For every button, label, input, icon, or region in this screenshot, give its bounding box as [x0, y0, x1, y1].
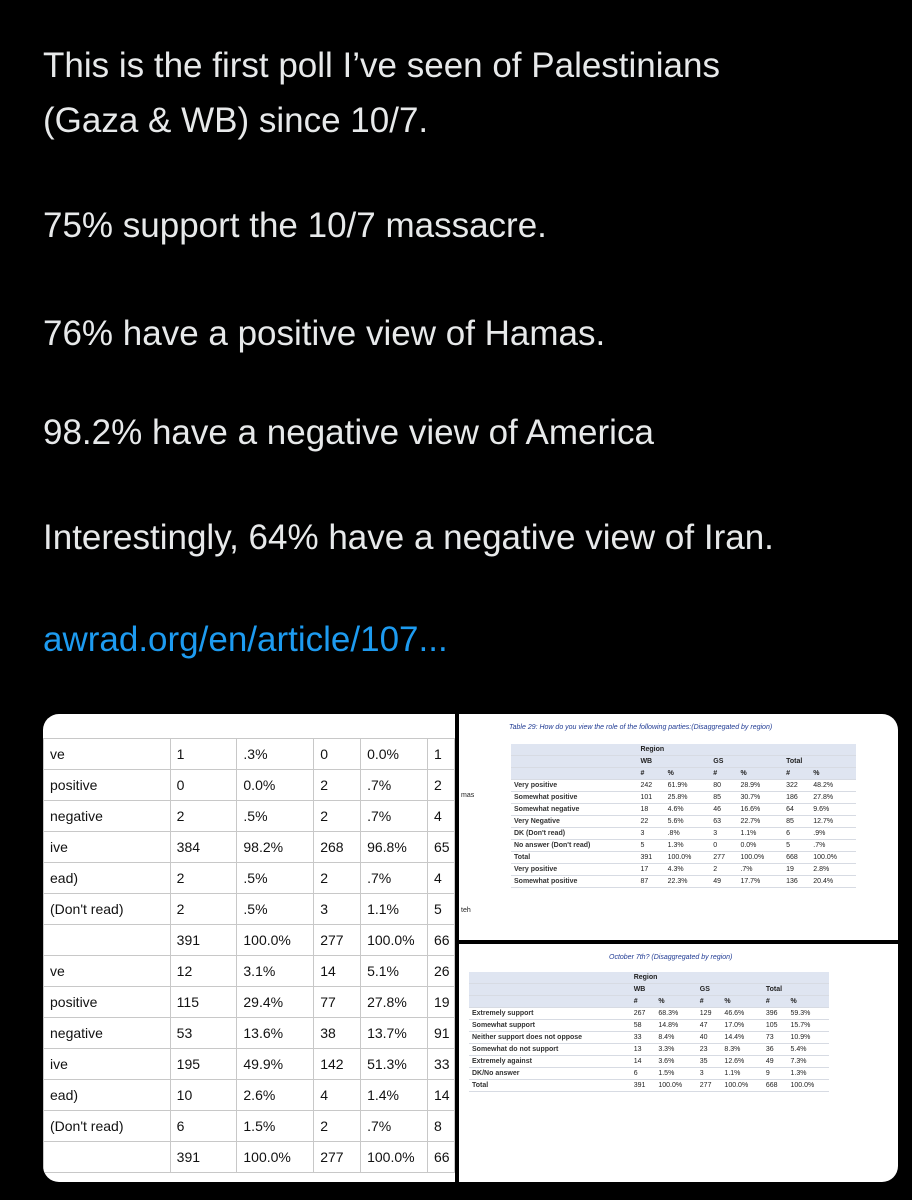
table-cell: 58 — [631, 1020, 656, 1032]
table-cell: 4 — [428, 801, 455, 832]
table-cell: 64 — [783, 804, 810, 816]
row-label: Extremely against — [469, 1056, 631, 1068]
table-cell: 396 — [763, 1008, 788, 1020]
table-cell: 80 — [710, 780, 737, 792]
table-cell: 100.0% — [788, 1080, 830, 1092]
table-cell: 2.6% — [237, 1080, 314, 1111]
table-row — [511, 780, 856, 792]
table-cell: 28.9% — [737, 780, 783, 792]
table-cell: 100.0% — [361, 1142, 428, 1173]
subhead-cell: % — [788, 996, 830, 1008]
table-cell: 3.1% — [237, 956, 314, 987]
table-cell: 1.1% — [361, 894, 428, 925]
table-cell: 49.9% — [237, 1049, 314, 1080]
table-cell: 242 — [637, 780, 664, 792]
table-caption: Table 29: How do you view the role of the following parties:(Disaggregated by region) — [509, 724, 773, 731]
table-row — [44, 956, 455, 987]
table-cell: 1 — [170, 739, 237, 770]
table-cell: 100.0% — [361, 925, 428, 956]
table-cell: 19 — [428, 987, 455, 1018]
row-label: Somewhat support — [469, 1020, 631, 1032]
table-row — [511, 864, 856, 876]
table-row — [469, 1044, 829, 1056]
table-row — [44, 1049, 455, 1080]
table-cell: 115 — [170, 987, 237, 1018]
table-cell: .9% — [810, 828, 856, 840]
table-cell: ive — [44, 832, 171, 863]
row-label: DK (Don't read) — [511, 828, 637, 840]
table-cell: 13.6% — [237, 1018, 314, 1049]
table-cell: 0 — [710, 840, 737, 852]
subhead-cell: % — [737, 768, 783, 780]
table-cell: 4 — [314, 1080, 361, 1111]
right-top-table — [511, 744, 856, 888]
table-cell: 6 — [783, 828, 810, 840]
group-header: WB — [637, 756, 710, 768]
subhead-cell: % — [810, 768, 856, 780]
group-header: Total — [763, 984, 829, 996]
table-row — [469, 1056, 829, 1068]
header-row — [469, 996, 829, 1008]
table-cell: 14 — [428, 1080, 455, 1111]
table-row — [469, 1008, 829, 1020]
table-cell: 5 — [428, 894, 455, 925]
table-cell: 23 — [697, 1044, 722, 1056]
table-cell: 30.7% — [737, 792, 783, 804]
table-row — [44, 1142, 455, 1173]
table-cell: 391 — [170, 925, 237, 956]
table-cell: 1.1% — [737, 828, 783, 840]
row-label: No answer (Don't read) — [511, 840, 637, 852]
table-cell: 267 — [631, 1008, 656, 1020]
table-cell: 33 — [428, 1049, 455, 1080]
table-cell: 35 — [697, 1056, 722, 1068]
table-cell: 1.3% — [665, 840, 711, 852]
media-grid — [43, 714, 898, 1182]
table-cell: 1.1% — [721, 1068, 762, 1080]
table-cell: .7% — [361, 863, 428, 894]
header-cell — [511, 756, 637, 768]
table-cell: 195 — [170, 1049, 237, 1080]
table-cell: ead) — [44, 1080, 171, 1111]
group-header: WB — [631, 984, 697, 996]
region-header: Region — [631, 972, 829, 984]
table-cell: 14 — [631, 1056, 656, 1068]
table-cell: 100.0% — [237, 1142, 314, 1173]
table-cell: 65 — [428, 832, 455, 863]
header-row — [511, 768, 856, 780]
table-cell: 18 — [637, 804, 664, 816]
table-cell: 3 — [710, 828, 737, 840]
table-cell: 2.8% — [810, 864, 856, 876]
table-cell: 129 — [697, 1008, 722, 1020]
table-cell: 8.3% — [721, 1044, 762, 1056]
table-row — [44, 925, 455, 956]
tweet-line: 98.2% have a negative view of America — [43, 413, 654, 452]
table-cell: 59.3% — [788, 1008, 830, 1020]
table-cell: 14.4% — [721, 1032, 762, 1044]
left-poll-table — [43, 738, 455, 1173]
row-label: Total — [511, 852, 637, 864]
table-cell: 0 — [170, 770, 237, 801]
table-cell: 2 — [170, 863, 237, 894]
table-row — [44, 1018, 455, 1049]
table-cell: 12.6% — [721, 1056, 762, 1068]
table-cell: ive — [44, 1049, 171, 1080]
table-cell: 5.1% — [361, 956, 428, 987]
table-cell: 2 — [428, 770, 455, 801]
table-cell: positive — [44, 987, 171, 1018]
table-cell: 17.7% — [737, 876, 783, 888]
table-caption: October 7th? (Disaggregated by region) — [609, 954, 733, 961]
table-cell: 15.7% — [788, 1020, 830, 1032]
table-cell: 22.7% — [737, 816, 783, 828]
table-cell: 668 — [763, 1080, 788, 1092]
table-cell: 22 — [637, 816, 664, 828]
group-header: GS — [697, 984, 763, 996]
poll-table-image-right-top[interactable] — [459, 714, 898, 940]
table-cell: 277 — [697, 1080, 722, 1092]
table-cell: 5 — [783, 840, 810, 852]
table-cell: 100.0% — [237, 925, 314, 956]
table-cell: 186 — [783, 792, 810, 804]
table-cell: 268 — [314, 832, 361, 863]
table-cell: 391 — [637, 852, 664, 864]
table-cell: 5.4% — [788, 1044, 830, 1056]
row-label: Very Negative — [511, 816, 637, 828]
table-cell: negative — [44, 1018, 171, 1049]
poll-table-image-right-bottom[interactable] — [459, 944, 898, 1182]
row-label: Extremely support — [469, 1008, 631, 1020]
group-header: Total — [783, 756, 856, 768]
table-row — [511, 816, 856, 828]
table-cell: 668 — [783, 852, 810, 864]
table-cell: 77 — [314, 987, 361, 1018]
table-cell: 19 — [783, 864, 810, 876]
table-cell: 1.3% — [788, 1068, 830, 1080]
table-cell: 27.8% — [810, 792, 856, 804]
table-row — [44, 863, 455, 894]
table-row — [44, 894, 455, 925]
table-cell: 27.8% — [361, 987, 428, 1018]
table-row — [44, 801, 455, 832]
header-cell — [511, 768, 637, 780]
table-cell: 73 — [763, 1032, 788, 1044]
table-row — [44, 739, 455, 770]
table-cell: 66 — [428, 1142, 455, 1173]
table-cell: .7% — [737, 864, 783, 876]
table-cell: 142 — [314, 1049, 361, 1080]
row-label: DK/No answer — [469, 1068, 631, 1080]
table-cell: 105 — [763, 1020, 788, 1032]
table-cell: 3 — [697, 1068, 722, 1080]
table-cell: 322 — [783, 780, 810, 792]
table-cell: 9 — [763, 1068, 788, 1080]
table-cell: 1.5% — [655, 1068, 696, 1080]
table-row — [44, 987, 455, 1018]
table-cell: 3.6% — [655, 1056, 696, 1068]
table-cell: 22.3% — [665, 876, 711, 888]
table-cell: 25.8% — [665, 792, 711, 804]
table-row — [469, 1032, 829, 1044]
table-row — [44, 1111, 455, 1142]
table-cell: 91 — [428, 1018, 455, 1049]
table-cell: 277 — [314, 1142, 361, 1173]
table-cell: ve — [44, 739, 171, 770]
table-cell: .5% — [237, 863, 314, 894]
table-cell: 29.4% — [237, 987, 314, 1018]
table-cell: 3.3% — [655, 1044, 696, 1056]
table-row — [44, 1080, 455, 1111]
table-cell: 87 — [637, 876, 664, 888]
subhead-cell: % — [721, 996, 762, 1008]
row-label: Somewhat do not support — [469, 1044, 631, 1056]
table-cell: 40 — [697, 1032, 722, 1044]
header-row — [469, 984, 829, 996]
table-cell: (Don't read) — [44, 894, 171, 925]
table-cell: 12 — [170, 956, 237, 987]
table-cell: 26 — [428, 956, 455, 987]
table-cell: 8 — [428, 1111, 455, 1142]
table-cell: 277 — [314, 925, 361, 956]
table-cell: 53 — [170, 1018, 237, 1049]
table-cell: 14.8% — [655, 1020, 696, 1032]
subhead-cell: # — [783, 768, 810, 780]
right-bottom-table — [469, 972, 829, 1092]
header-cell — [469, 972, 631, 984]
table-cell: negative — [44, 801, 171, 832]
row-label: Very positive — [511, 864, 637, 876]
table-cell: 66 — [428, 925, 455, 956]
table-cell: 16.6% — [737, 804, 783, 816]
table-cell: 8.4% — [655, 1032, 696, 1044]
tweet-line: This is the first poll I’ve seen of Palestinians — [43, 46, 720, 85]
side-label: teh — [461, 907, 471, 914]
table-row — [511, 828, 856, 840]
table-cell: 13.7% — [361, 1018, 428, 1049]
table-cell: 9.6% — [810, 804, 856, 816]
header-row — [511, 744, 856, 756]
table-row — [469, 1020, 829, 1032]
table-cell: 2 — [314, 863, 361, 894]
table-cell: 17.0% — [721, 1020, 762, 1032]
table-cell: 4.3% — [665, 864, 711, 876]
table-row — [44, 770, 455, 801]
subhead-cell: # — [697, 996, 722, 1008]
table-cell: 17 — [637, 864, 664, 876]
table-cell: 10.9% — [788, 1032, 830, 1044]
table-cell: 7.3% — [788, 1056, 830, 1068]
subhead-cell: # — [763, 996, 788, 1008]
subhead-cell: # — [637, 768, 664, 780]
table-cell: 100.0% — [655, 1080, 696, 1092]
poll-table-image-left[interactable] — [43, 714, 455, 1182]
table-cell: .7% — [361, 1111, 428, 1142]
table-cell: 0 — [314, 739, 361, 770]
header-row — [469, 972, 829, 984]
table-row — [511, 804, 856, 816]
table-cell: 6 — [170, 1111, 237, 1142]
table-cell: 33 — [631, 1032, 656, 1044]
table-cell: 2 — [314, 1111, 361, 1142]
tweet-line: 76% have a positive view of Hamas. — [43, 314, 606, 353]
table-cell: 47 — [697, 1020, 722, 1032]
table-cell: 46.6% — [721, 1008, 762, 1020]
table-cell: 277 — [710, 852, 737, 864]
row-label: Somewhat positive — [511, 792, 637, 804]
table-cell: 1.4% — [361, 1080, 428, 1111]
tweet-line: Interestingly, 64% have a negative view of Iran. — [43, 518, 774, 557]
table-row — [44, 832, 455, 863]
table-cell: 391 — [170, 1142, 237, 1173]
table-row — [469, 1068, 829, 1080]
table-cell: 98.2% — [237, 832, 314, 863]
table-cell: 51.3% — [361, 1049, 428, 1080]
table-cell: 85 — [710, 792, 737, 804]
table-cell: positive — [44, 770, 171, 801]
table-row — [511, 792, 856, 804]
table-cell: 100.0% — [810, 852, 856, 864]
header-row — [511, 756, 856, 768]
table-cell: 2 — [170, 801, 237, 832]
header-cell — [511, 744, 637, 756]
table-cell: 100.0% — [721, 1080, 762, 1092]
group-header: GS — [710, 756, 783, 768]
table-cell: 4 — [428, 863, 455, 894]
table-cell: 49 — [763, 1056, 788, 1068]
table-cell — [44, 1142, 171, 1173]
header-cell — [469, 984, 631, 996]
side-label: mas — [461, 792, 475, 799]
table-cell: 10 — [170, 1080, 237, 1111]
table-cell: 38 — [314, 1018, 361, 1049]
table-cell: 2 — [314, 801, 361, 832]
table-cell: 391 — [631, 1080, 656, 1092]
table-cell: 101 — [637, 792, 664, 804]
table-cell: .7% — [810, 840, 856, 852]
table-cell: 49 — [710, 876, 737, 888]
table-cell: 14 — [314, 956, 361, 987]
table-cell: 3 — [637, 828, 664, 840]
table-cell: 68.3% — [655, 1008, 696, 1020]
table-cell: 63 — [710, 816, 737, 828]
table-row — [511, 876, 856, 888]
table-cell: 100.0% — [737, 852, 783, 864]
article-link[interactable]: awrad.org/en/article/107... — [43, 620, 448, 659]
table-cell — [44, 925, 171, 956]
table-cell: 61.9% — [665, 780, 711, 792]
table-cell: ve — [44, 956, 171, 987]
row-label: Somewhat positive — [511, 876, 637, 888]
table-cell: 0.0% — [361, 739, 428, 770]
table-cell: 100.0% — [665, 852, 711, 864]
table-cell: 3 — [314, 894, 361, 925]
table-cell: (Don't read) — [44, 1111, 171, 1142]
table-cell: 4.6% — [665, 804, 711, 816]
tweet-line: 75% support the 10/7 massacre. — [43, 206, 547, 245]
table-cell: .3% — [237, 739, 314, 770]
table-cell: 2 — [314, 770, 361, 801]
table-cell: 46 — [710, 804, 737, 816]
table-cell: .7% — [361, 801, 428, 832]
table-cell: ead) — [44, 863, 171, 894]
table-cell: 1.5% — [237, 1111, 314, 1142]
table-cell: .5% — [237, 801, 314, 832]
row-label: Somewhat negative — [511, 804, 637, 816]
table-cell: 2 — [170, 894, 237, 925]
tweet-line: (Gaza & WB) since 10/7. — [43, 101, 429, 140]
subhead-cell: % — [665, 768, 711, 780]
table-cell: 1 — [428, 739, 455, 770]
table-cell: 96.8% — [361, 832, 428, 863]
region-header: Region — [637, 744, 856, 756]
row-label: Total — [469, 1080, 631, 1092]
table-cell: 5 — [637, 840, 664, 852]
table-cell: 6 — [631, 1068, 656, 1080]
table-cell: 0.0% — [737, 840, 783, 852]
subhead-cell: % — [655, 996, 696, 1008]
table-row — [469, 1080, 829, 1092]
table-cell: .5% — [237, 894, 314, 925]
table-cell: 20.4% — [810, 876, 856, 888]
table-cell: 384 — [170, 832, 237, 863]
table-cell: .8% — [665, 828, 711, 840]
subhead-cell: # — [710, 768, 737, 780]
table-row — [511, 852, 856, 864]
table-cell: .7% — [361, 770, 428, 801]
table-row — [511, 840, 856, 852]
table-cell: 136 — [783, 876, 810, 888]
table-cell: 48.2% — [810, 780, 856, 792]
table-cell: 2 — [710, 864, 737, 876]
subhead-cell: # — [631, 996, 656, 1008]
table-cell: 12.7% — [810, 816, 856, 828]
table-cell: 13 — [631, 1044, 656, 1056]
header-cell — [469, 996, 631, 1008]
table-cell: 0.0% — [237, 770, 314, 801]
table-cell: 5.6% — [665, 816, 711, 828]
table-cell: 36 — [763, 1044, 788, 1056]
table-cell: 85 — [783, 816, 810, 828]
row-label: Neither support does not oppose — [469, 1032, 631, 1044]
row-label: Very positive — [511, 780, 637, 792]
